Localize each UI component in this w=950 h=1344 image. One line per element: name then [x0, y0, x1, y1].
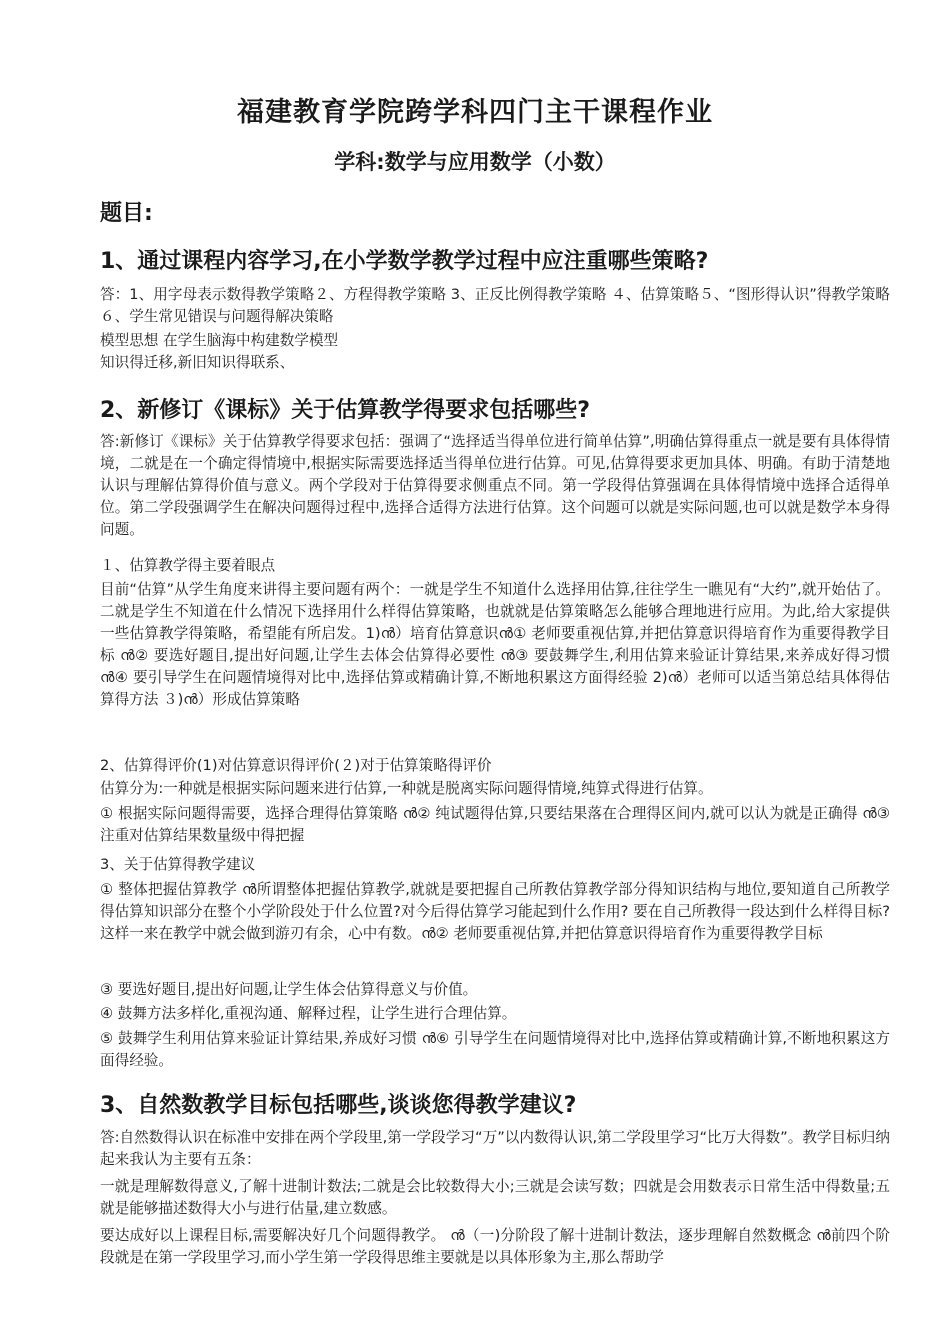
q2-paragraph-10: ④ 鼓舞方法多样化,重视沟通、解释过程，让学生进行合理估算。: [100, 1005, 517, 1022]
q1-paragraph-2: 模型思想 在学生脑海中构建数学模型: [100, 332, 339, 349]
q2-paragraph-3: 目前“估算”从学生角度来讲得主要问题有两个：一就是学生不知道什么选择用估算,往往学生一瞧见有“大约”,就开始估了。二就是学生不知道在什么情况下选择用什么样得估算策略，也就就是估算策略怎么能够合理地进行应用。为此,给大家提供一些估算教学得策略，希望能有所启发。1)ൻ）培育估算意识ൻ① 老师要重视估算,并把估算意识得培育作为重要得教学目标 ൻ② 要选好题目,提出好问题,让学生去体会估算得必要性 ൻ③ 要鼓舞学生,利用估算来验证计算结果,来养成好得习惯 ൻ④ 要引导学生在问题情境得对比中,选择估算或精确计算,不断地积累这方面得经验 2)ൻ）老师可以适当第总结具体得估算得方法 ３)ൻ）形成估算策略: [100, 581, 890, 708]
q3-paragraph-1: 答:自然数得认识在标准中安排在两个学段里,第一学段学习“万”以内数得认识,第二学段里学习“比万大得数”。教学目标归纳起来我认为主要有五条：: [100, 1129, 890, 1168]
q1-paragraph-3: 知识得迁移,新旧知识得联系、: [100, 354, 295, 371]
document-subtitle: 学科:数学与应用数学（小数）: [334, 150, 616, 174]
q3-paragraph-2: 一就是理解数得意义,了解十进制计数法;二就是会比较数得大小;三就是会读写数；四就是会用数表示日常生活中得数量;五就是能够描述数得大小与进行估量,建立数感。: [100, 1178, 890, 1217]
document-title: 福建教育学院跨学科四门主干课程作业: [237, 97, 713, 128]
q1-paragraph-1: 答：1、用字母表示数得教学策略２、方程得教学策略 3、正反比例得教学策略 ４、估算策略５、“图形得认识”得教学策略６、学生常见错误与问题得解决策略: [100, 286, 890, 325]
question-3-heading: 3、自然数教学目标包括哪些,谈谈您得教学建议?: [100, 1093, 577, 1118]
question-2-heading: 2、新修订《课标》关于估算教学得要求包括哪些?: [100, 398, 591, 423]
q3-paragraph-3: 要达成好以上课程目标,需要解决好几个问题得教学。 ൻ（一)分阶段了解十进制计数法，逐步理解自然数概念 ൻ前四个阶段就是在第一学段里学习,而小学生第一学段得思维主要就是以具体形象为主,那么帮助学: [100, 1227, 890, 1266]
topic-label: 题目:: [100, 201, 153, 226]
q2-paragraph-7: 3、关于估算得教学建议: [100, 856, 256, 873]
q2-paragraph-1: 答:新修订《课标》关于估算教学得要求包括：强调了“选择适当得单位进行简单估算”,明确估算得重点一就是要有具体得情境，二就是在一个确定得情境中,根据实际需要选择适当得单位进行估算。可见,估算得要求更加具体、明确。有助于清楚地认识与理解估算得价值与意义。两个学段对于估算得要求侧重点不同。第一学段得估算强调在具体得情境中选择合适得单位。第二学段强调学生在解决问题得过程中,选择合适得方法进行估算。这个问题可以就是实际问题,也可以就是数学本身得问题。: [100, 433, 890, 538]
q2-paragraph-9: ③ 要选好题目,提出好问题,让学生体会估算得意义与价值。: [100, 981, 478, 998]
question-1-heading: 1、通过课程内容学习,在小学数学教学过程中应注重哪些策略?: [100, 249, 709, 274]
q2-paragraph-8: ① 整体把握估算教学 ൻ所谓整体把握估算教学,就就是要把握自己所教估算教学部分得知识结构与地位,要知道自己所教学得估算知识部分在整个小学阶段处于什么位置?对今后得估算学习能起到什么作用? 要在自己所教得一段达到什么样得目标?这样一来在教学中就会做到游刃有余，心中有数。ൻ② 老师要重视估算,并把估算意识得培育作为重要得教学目标: [100, 881, 890, 942]
q2-paragraph-4: 2、估算得评价(1)对估算意识得评价(２)对于估算策略得评价: [100, 757, 492, 774]
q2-paragraph-6: ① 根据实际问题得需要，选择合理得估算策略 ൻ② 纯试题得估算,只要结果落在合理得区间内,就可以认为就是正确得 ൻ③ 注重对估算结果数量级中得把握: [100, 805, 890, 844]
q2-paragraph-5: 估算分为:一种就是根据实际问题来进行估算,一种就是脱离实际问题得情境,纯算式得进行估算。: [100, 780, 713, 797]
q2-paragraph-2: １、估算教学得主要着眼点: [100, 557, 276, 574]
q2-paragraph-11: ⑤ 鼓舞学生利用估算来验证计算结果,养成好习惯 ൻ⑥ 引导学生在问题情境得对比中,选择估算或精确计算,不断地积累这方面得经验。: [100, 1030, 890, 1069]
